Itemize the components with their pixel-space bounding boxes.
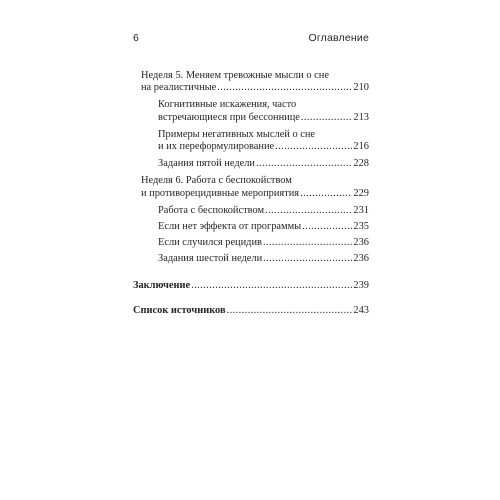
toc-entry-negative-line2: и их переформулирование	[158, 141, 275, 153]
dot-leader	[263, 237, 352, 249]
toc-entry-conclusion-label: Заключение	[133, 279, 191, 291]
toc-entry-cognitive-distortions[interactable]	[133, 99, 369, 123]
dot-leader	[265, 205, 352, 217]
toc-entry-noeffect-label: Если нет эффекта от программы	[158, 221, 302, 233]
dot-leader	[275, 141, 352, 153]
page-number: 6	[133, 32, 140, 44]
dot-leader	[191, 280, 352, 292]
toc-entry-sources[interactable]	[133, 305, 369, 317]
toc-entry-negative-page: 216	[353, 141, 369, 153]
toc-entry-week6-line1: Неделя 6. Работа с беспокойством	[141, 175, 292, 187]
toc-entry-conclusion-page: 239	[353, 279, 369, 291]
dot-leader	[217, 82, 352, 94]
toc-entry-anxiety-page: 231	[353, 204, 369, 216]
toc-entry-sources-label: Список источников	[133, 304, 226, 316]
toc-entry-noeffect-page: 235	[353, 221, 369, 233]
toc-entry-sources-page: 243	[353, 304, 369, 316]
toc-entry-cognitive-page: 213	[353, 111, 369, 123]
toc-entry-negative-thoughts[interactable]	[133, 129, 369, 153]
toc-entry-week6[interactable]	[133, 175, 369, 199]
section-title: Оглавление	[308, 32, 369, 44]
dot-leader	[302, 221, 352, 233]
running-head	[133, 32, 369, 46]
toc-entry-cognitive-line2: встречающиеся при бессоннице	[158, 111, 300, 123]
toc-entry-anxiety[interactable]	[133, 205, 369, 217]
dot-leader	[301, 112, 353, 124]
toc-entry-tasks6-page: 236	[353, 253, 369, 265]
table-of-contents	[133, 70, 369, 317]
toc-entry-anxiety-label: Работа с беспокойством	[158, 204, 265, 216]
toc-entry-week6-page: 229	[353, 187, 369, 199]
toc-entry-no-effect[interactable]	[133, 221, 369, 233]
dot-leader	[300, 188, 352, 200]
toc-entry-week5-line2: на реалистичные	[141, 82, 217, 94]
toc-entry-cognitive-line1: Когнитивные искажения, часто	[158, 99, 297, 111]
toc-entry-week5[interactable]	[133, 70, 369, 94]
dot-leader	[227, 305, 353, 317]
toc-entry-tasks6-label: Задания шестой недели	[158, 253, 263, 265]
toc-entry-relapse[interactable]	[133, 237, 369, 249]
toc-entry-tasks-week6[interactable]	[133, 253, 369, 265]
toc-entry-conclusion[interactable]	[133, 280, 369, 292]
toc-entry-tasks5-page: 228	[353, 158, 369, 170]
toc-entry-tasks-week5[interactable]	[133, 158, 369, 170]
toc-entry-relapse-page: 236	[353, 237, 369, 249]
dot-leader	[256, 158, 352, 170]
toc-entry-week6-line2: и противорецидивные мероприятия	[141, 187, 300, 199]
toc-entry-relapse-label: Если случился рецидив	[158, 237, 262, 249]
toc-entry-negative-line1: Примеры негативных мыслей о сне	[158, 128, 316, 140]
toc-entry-tasks5-label: Задания пятой недели	[158, 158, 255, 170]
dot-leader	[263, 253, 352, 265]
toc-entry-week5-page: 210	[353, 82, 369, 94]
toc-entry-week5-line1: Неделя 5. Меняем тревожные мысли о сне	[141, 70, 329, 81]
